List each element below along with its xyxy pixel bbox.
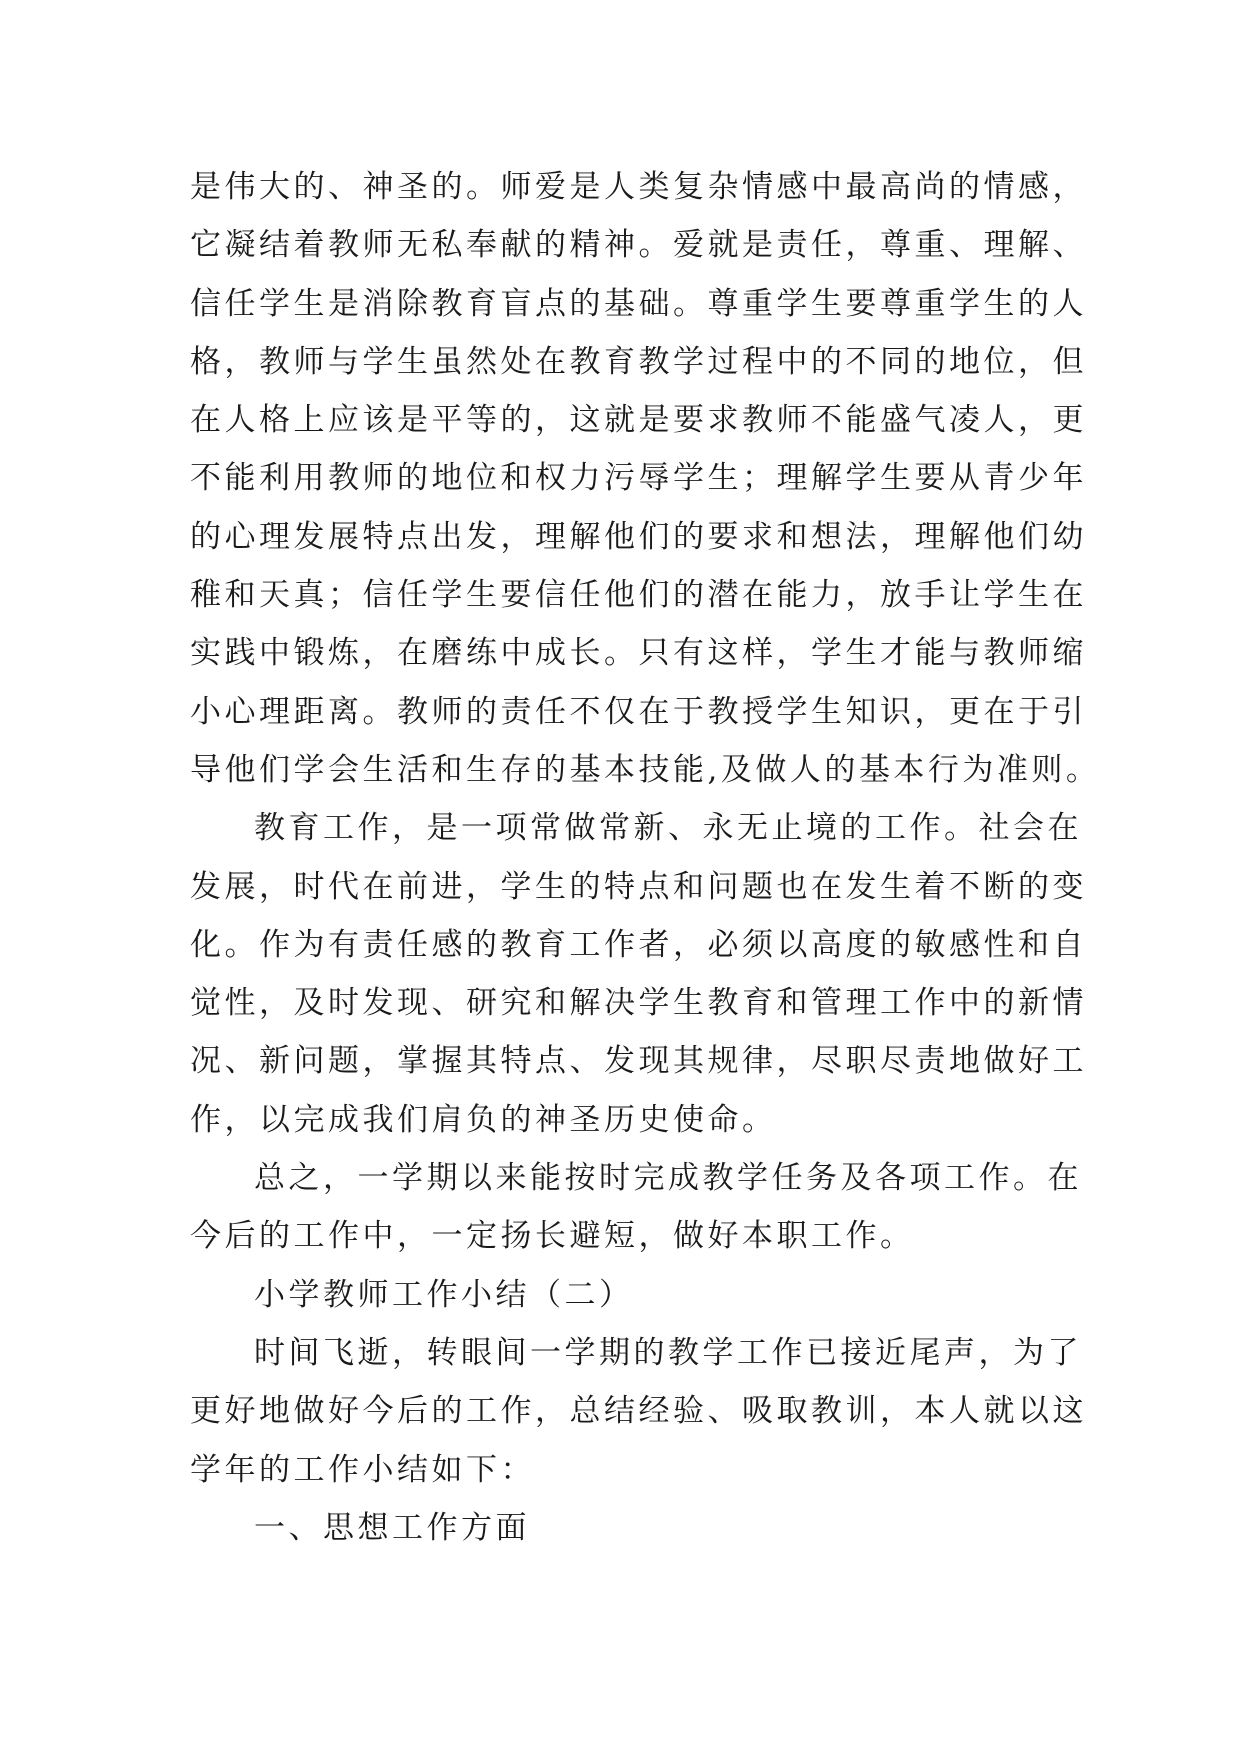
subsection-heading: 一、思想工作方面 xyxy=(254,1509,530,1546)
text-line: 稚和天真；信任学生要信任他们的潜在能力，放手让学生在 xyxy=(190,577,1087,614)
text-line: 作，以完成我们肩负的神圣历史使命。 xyxy=(190,1101,777,1138)
text-line: 是伟大的、神圣的。师爱是人类复杂情感中最高尚的情感， xyxy=(190,169,1087,205)
text-line: 的心理发展特点出发，理解他们的要求和想法，理解他们幼 xyxy=(190,518,1087,555)
text-line: 学年的工作小结如下： xyxy=(190,1451,535,1488)
text-line: 导他们学会生活和生存的基本技能,及做人的基本行为准则。 xyxy=(190,751,1101,788)
paragraph-start-line: 时间飞逝，转眼间一学期的教学工作已接近尾声，为了 xyxy=(254,1334,1082,1371)
text-line: 发展，时代在前进，学生的特点和问题也在发生着不断的变 xyxy=(190,868,1087,905)
text-line: 小心理距离。教师的责任不仅在于教授学生知识，更在于引 xyxy=(190,693,1087,730)
text-line: 不能利用教师的地位和权力污辱学生；理解学生要从青少年 xyxy=(190,460,1087,497)
text-line: 在人格上应该是平等的，这就是要求教师不能盛气凌人，更 xyxy=(190,402,1087,439)
text-line: 信任学生是消除教育盲点的基础。尊重学生要尊重学生的人 xyxy=(190,285,1087,322)
paragraph-start-line: 总之，一学期以来能按时完成教学任务及各项工作。在 xyxy=(254,1160,1082,1197)
document-body xyxy=(190,158,1101,1557)
text-line: 况、新问题，掌握其特点、发现其规律，尽职尽责地做好工 xyxy=(190,1043,1087,1080)
text-line: 实践中锻炼，在磨练中成长。只有这样，学生才能与教师缩 xyxy=(190,635,1087,672)
text-line: 化。作为有责任感的教育工作者，必须以高度的敏感性和自 xyxy=(190,926,1087,963)
text-line: 格，教师与学生虽然处在教育教学过程中的不同的地位，但 xyxy=(190,343,1087,380)
paragraph-start-line: 教育工作，是一项常做常新、永无止境的工作。社会在 xyxy=(254,810,1082,847)
text-line: 觉性，及时发现、研究和解决学生教育和管理工作中的新情 xyxy=(190,985,1087,1022)
section-heading: 小学教师工作小结（二） xyxy=(254,1276,634,1313)
text-line: 它凝结着教师无私奉献的精神。爱就是责任，尊重、理解、 xyxy=(190,227,1087,264)
text-line: 今后的工作中，一定扬长避短，做好本职工作。 xyxy=(190,1218,915,1255)
text-line: 更好地做好今后的工作，总结经验、吸取教训，本人就以这 xyxy=(190,1393,1087,1430)
